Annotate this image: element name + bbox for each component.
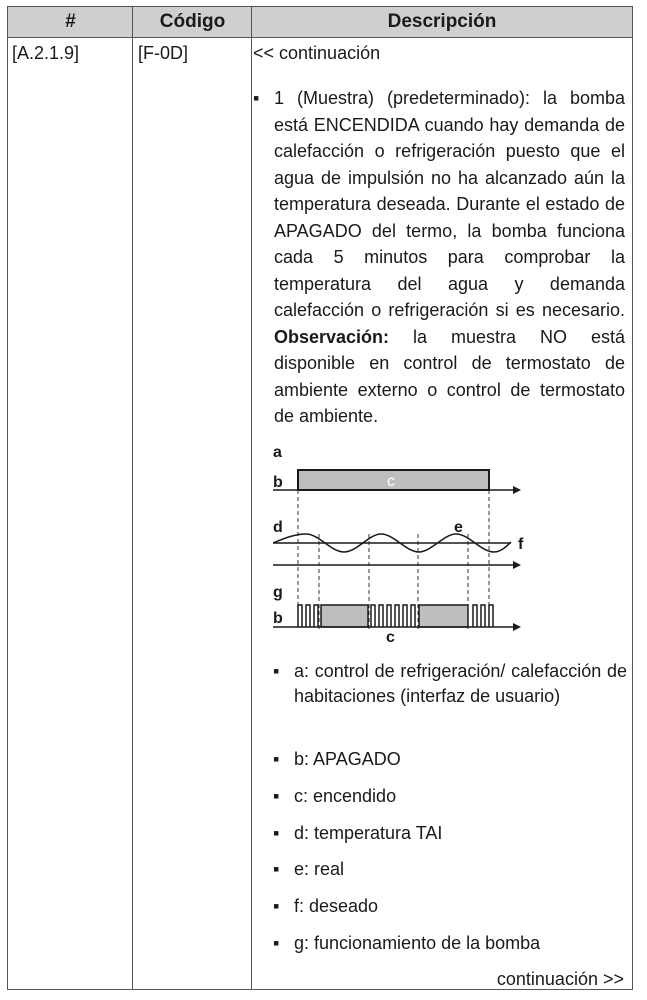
parameter-table xyxy=(7,6,633,990)
bullet-square-icon: ▪ xyxy=(253,88,260,108)
legend-item xyxy=(273,747,627,772)
diagram-label-b-pump: b xyxy=(273,610,283,627)
bullet-square-icon: ▪ xyxy=(273,933,280,953)
arrow-icon xyxy=(513,561,521,569)
option-text xyxy=(274,85,625,430)
legend-item xyxy=(273,894,627,919)
pump-operation-diagram xyxy=(273,442,533,642)
diagram-label-b: b xyxy=(273,474,283,491)
column-divider xyxy=(132,7,133,989)
diagram-label-a: a xyxy=(273,444,282,461)
option-bullet xyxy=(253,85,625,430)
pump-pulse-group xyxy=(473,605,493,627)
diagram-label-f: f xyxy=(518,536,524,553)
bullet-square-icon: ▪ xyxy=(273,661,280,681)
arrow-icon xyxy=(513,623,521,631)
legend-text: f: deseado xyxy=(294,896,379,916)
legend-text: c: encendido xyxy=(294,786,397,806)
legend-item xyxy=(273,821,627,846)
observation-label: Observación: xyxy=(274,326,390,347)
bullet-square-icon: ▪ xyxy=(273,749,280,769)
diagram-label-g: g xyxy=(273,584,283,601)
diagram-label-e: e xyxy=(454,519,463,536)
legend-item xyxy=(273,784,627,809)
legend-text: d: temperatura TAI xyxy=(294,823,443,843)
legend-text: b: APAGADO xyxy=(294,749,401,769)
arrow-icon xyxy=(513,486,521,494)
continued-to-label: continuación >> xyxy=(496,969,624,989)
legend-item xyxy=(273,659,627,709)
bullet-square-icon: ▪ xyxy=(273,823,280,843)
column-divider xyxy=(251,7,252,989)
observation-text: la muestra NO está disponible en control de termostato de ambiente externo o control de termostato de ambiente. xyxy=(274,326,625,426)
option-description: (Muestra) (predeterminado): la bomba está ENCENDIDA cuando hay demanda de calefacción o refrigeración puesto que el agua de impulsión no ha alcanzado aún la temperatura deseada. Durante el estado de APAGADO del termo, la bomba funciona cada 5 minutos para comprobar la temperatura del agua y demanda calefacción o refrigeración si es necesario. xyxy=(274,88,625,320)
continued-from-label: << continuación xyxy=(253,43,381,63)
row-code: [F-0D] xyxy=(138,43,189,63)
legend-item xyxy=(273,857,627,882)
legend-text: e: real xyxy=(294,859,345,879)
diagram-label-c-pump: c xyxy=(386,629,395,642)
pump-on-block xyxy=(419,605,468,627)
pump-pulse-group xyxy=(371,605,415,627)
table-header xyxy=(8,7,632,38)
bullet-square-icon: ▪ xyxy=(273,786,280,806)
diagram-label-c: c xyxy=(387,473,395,490)
row-id: [A.2.1.9] xyxy=(12,43,80,63)
header-code: Código xyxy=(159,11,226,32)
pump-on-block xyxy=(321,605,368,627)
option-number: 1 xyxy=(274,88,285,108)
legend-text: g: funcionamiento de la bomba xyxy=(294,933,541,953)
bullet-square-icon: ▪ xyxy=(273,896,280,916)
bullet-square-icon: ▪ xyxy=(273,859,280,879)
header-description: Descripción xyxy=(387,11,497,32)
legend-item xyxy=(273,931,627,956)
diagram-label-d: d xyxy=(273,519,283,536)
legend-text: a: control de refrigeración/ calefacción de habitaciones (interfaz de usuario) xyxy=(294,661,627,706)
pump-pulse-group xyxy=(298,605,318,627)
header-hash: # xyxy=(65,11,76,32)
